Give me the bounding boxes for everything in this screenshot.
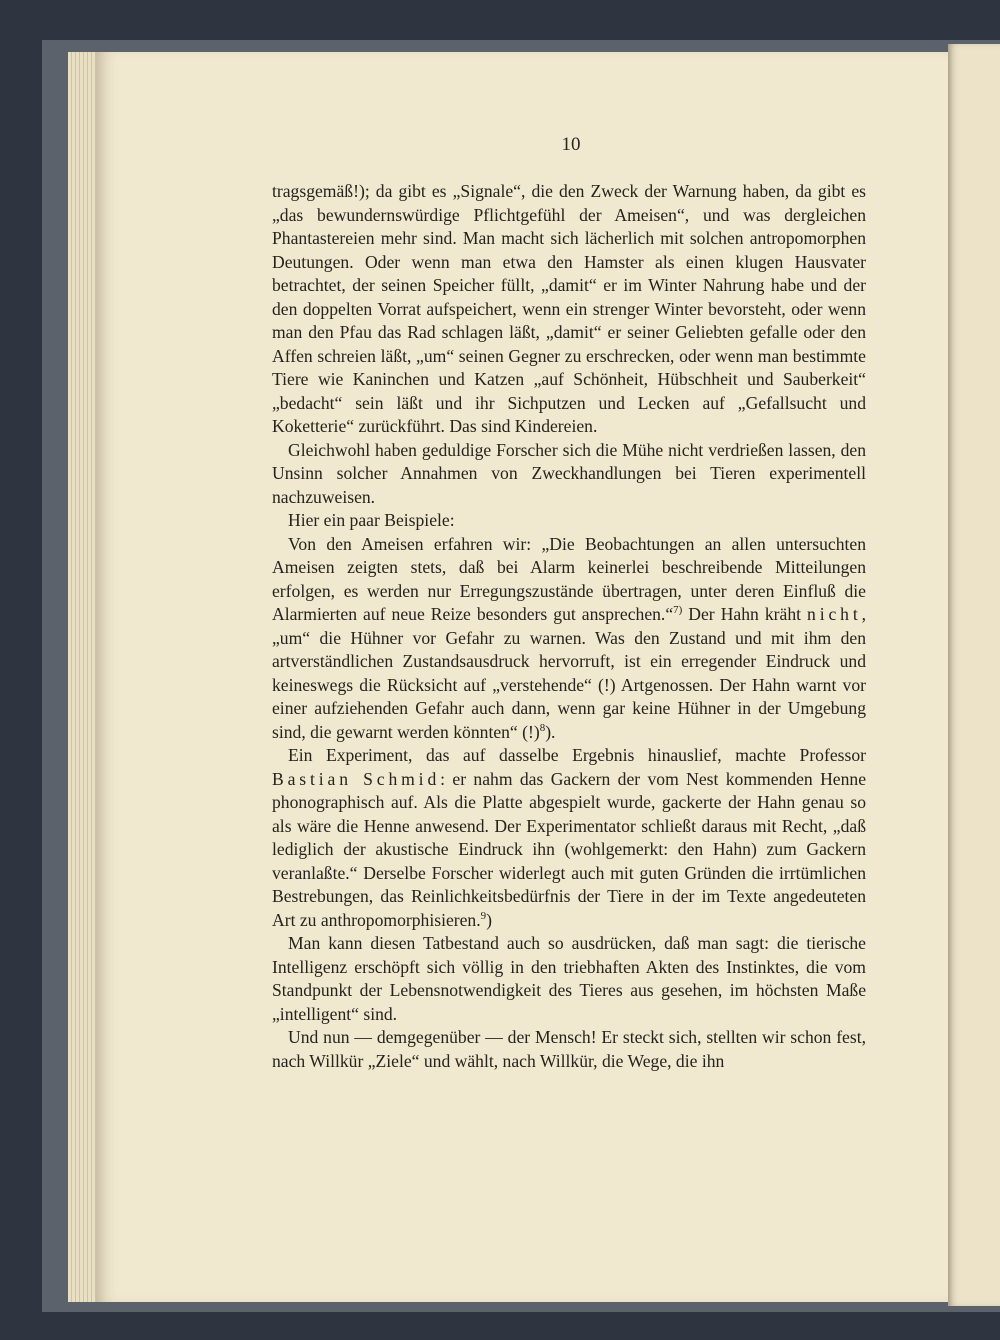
paragraph: [272, 1026, 866, 1073]
text-run: Von den Ameisen erfahren wir: „Die Beobachtungen an allen untersuchten Ameisen zeigten stets, daß bei Alarm keinerlei beschreibende Mitteilungen erfolgen, es werden nur Erregungszustände übertragen, unter deren Einfluß die Alarmierten auf neue Reize besonders gut ansprechen.“: [272, 533, 866, 624]
paragraph: [272, 509, 866, 533]
text-run: Hier ein paar Beispiele:: [288, 510, 455, 530]
text-run: Und nun — demgegenüber — der Mensch! Er steckt sich, stellten wir schon fest, nach Willkür „Ziele“ und wählt, nach Willkür, die Wege, die ihn: [272, 1027, 866, 1071]
footnote-ref: 7): [673, 604, 683, 617]
footnote-ref: 9: [480, 909, 487, 922]
paragraph: [272, 932, 866, 1026]
text-run: ).: [545, 721, 556, 742]
text-run: , „um“ die Hühner vor Gefahr zu warnen. Was den Zustand und mit ihm den artverständlichen Zustandsausdruck hervorruft, ist ein erregender Eindruck und keineswegs die Rücksicht auf „verstehende“ (!) Artgenossen. Der Hahn warnt vor einer aufziehenden Gefahr auch dann, wenn gar keine Hühner in der Umgebung sind, die gewarnt werden könnten“ (!): [272, 604, 866, 742]
emphasis-text: nicht: [807, 604, 862, 624]
page-number: 10: [561, 134, 581, 155]
paragraph: [272, 744, 866, 932]
paragraph: [272, 180, 866, 439]
text-run: ): [486, 909, 492, 930]
text-run: : er nahm das Gackern der vom Nest kommenden Henne phonographisch auf. Als die Platte abgespielt wurde, gackerte der Hahn genau so als wäre die Henne anwesend. Der Experimentator schließt daraus mit Recht, „daß lediglich der akustische Eindruck ihn (wohlgemerkt: den Hahn) zum Gackern veranlaßte.“ Derselbe Forscher widerlegt auch mit guten Gründen die irrtümlichen Bestrebungen, das Reinlichkeitsbedürfnis der Tiere in der im Texte angedeuteten Art zu anthropomorphisieren.: [272, 768, 867, 930]
text-run: Gleichwohl haben geduldige Forscher sich die Mühe nicht verdrießen lassen, den Unsinn solcher Annahmen von Zweckhandlungen bei Tieren experimentell nachzuweisen.: [272, 439, 866, 507]
body-text: [272, 180, 866, 1073]
paragraph: [272, 439, 866, 510]
facing-page-edge: [948, 44, 1000, 1306]
text-run: Der Hahn kräht: [682, 604, 808, 624]
paragraph: [272, 533, 866, 745]
text-run: Man kann diesen Tatbestand auch so ausdrücken, daß man sagt: die tierische Intelligenz erschöpft sich völlig in den triebhaften Akten des Instinktes, die vom Standpunkt der Lebensnotwendigkeit des Tieres aus gesehen, im höchsten Maße „intelligent“ sind.: [272, 933, 866, 1024]
text-run: tragsgemäß!); da gibt es „Signale“, die den Zweck der Warnung haben, da gibt es „das bewundernswürdige Pflichtgefühl der Ameisen“, und was dergleichen Phantastereien mehr sind. Man macht sich lächerlich mit solchen antropomorphen Deutungen. Oder wenn man etwa den Hamster als einen klugen Hausvater betrachtet, der seinen Speicher füllt, „damit“ er im Winter Nahrung habe und der den doppelten Vorrat aufspeichert, wenn ein strenger Winter bevorsteht, oder wenn man den Pfau das Rad schlagen läßt, „damit“ er seiner Geliebten gefalle oder den Affen schreien läßt, „um“ seinen Gegner zu erschrecken, oder wenn man bestimmte Tiere wie Kaninchen und Katzen „auf Schönheit, Hübschheit und Sauberkeit“ „bedacht“ sein läßt und ihr Sichputzen und Lecken auf „Gefallsucht und Koketterie“ zurückführt. Das sind Kindereien.: [272, 181, 866, 436]
text-run: Ein Experiment, das auf dasselbe Ergebnis hinauslief, machte Professor: [288, 745, 866, 765]
emphasis-name: Bastian Schmid: [272, 768, 441, 789]
footnote-ref: 8: [539, 721, 546, 734]
